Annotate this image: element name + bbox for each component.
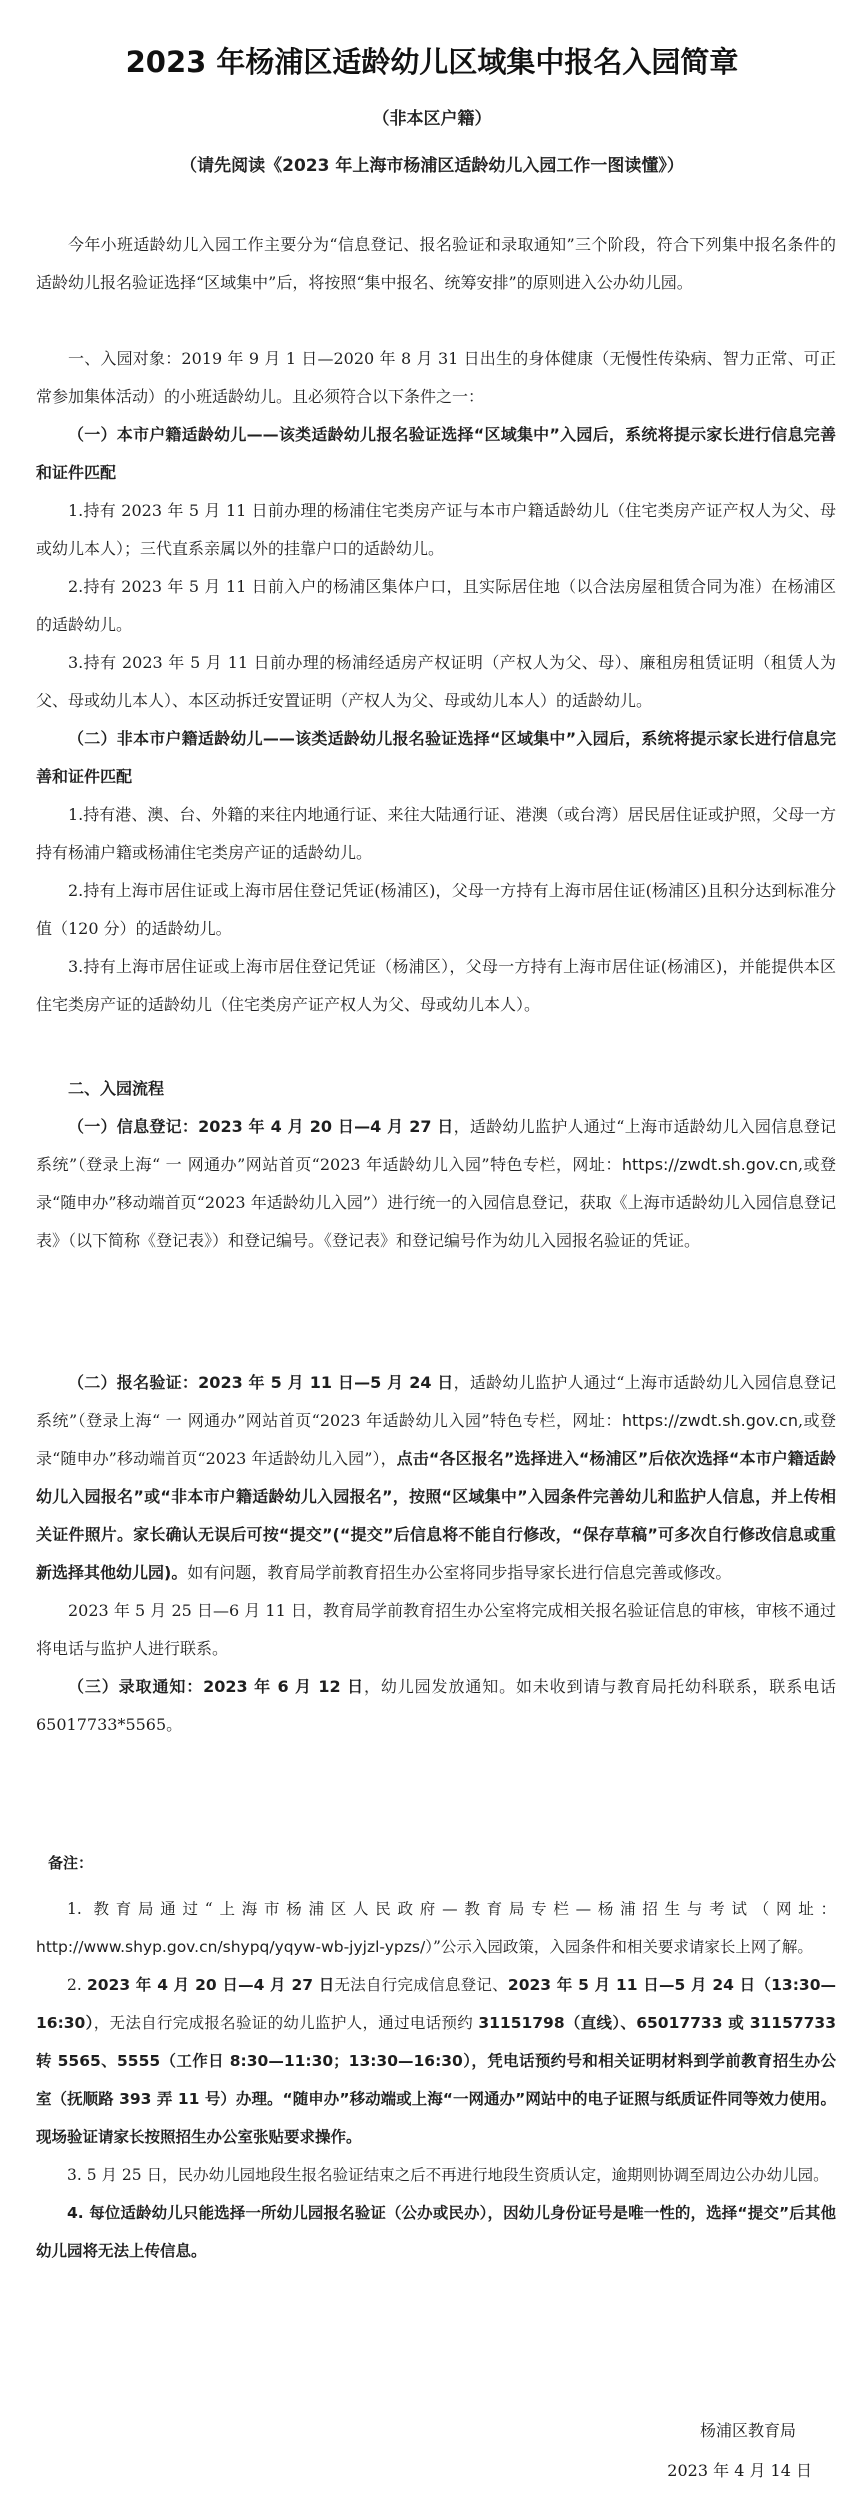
issuing-organization: 杨浦区教育局 [699,2421,796,2440]
sub2-item-3: 3.持有上海市居住证或上海市居住登记凭证（杨浦区），父母一方持有上海市居住证(杨浦区)，并能提供本区住宅类房产证的适龄幼儿（住宅类房产证产权人为父、母或幼儿本人）。 [36,957,836,1014]
section1-sub1-title: （一）本市户籍适龄幼儿——该类适龄幼儿报名验证选择“区域集中”入园后，系统将提示家长进行信息完善和证件匹配 [36,425,836,482]
section2-heading: 二、入园流程 [68,1079,165,1098]
sub2-item-1: 1.持有港、澳、台、外籍的来往内地通行证、来往大陆通行证、港澳（或台湾）居民居住证或护照，父母一方持有杨浦户籍或杨浦住宅类房产证的适龄幼儿。 [36,805,836,862]
review-period-text: 2023 年 5 月 25 日—6 月 11 日，教育局学前教育招生办公室将完成相关报名验证信息的审核，审核不通过将电话与监护人进行联系。 [36,1601,836,1658]
remarks-label: 备注： [48,1854,94,1872]
page-title: 2023 年杨浦区适龄幼儿区域集中报名入园简章 [125,45,739,79]
section-enrollment-process [36,1070,836,1260]
step2-url-link[interactable]: https://zwdt.sh.gov.cn [621,1411,798,1430]
section1-heading: 一、入园对象：2019 年 9 月 1 日—2020 年 8 月 31 日出生的身体健康（无慢性传染病、智力正常、可正常参加集体活动）的小班适龄幼儿。且必须符合以下条件之一： [36,349,836,406]
step-registration-verification: （二）报名验证：2023 年 5 月 11 日—5 月 24 日，适龄幼儿监护人通过“上海市适龄幼儿入园信息登记系统”（登录上海“ 一 网通办”网站首页“2023 年适龄幼儿入园”特色专栏，网址：https://zwdt.sh.gov.cn,或登录“随申办”移动端首页“2023 年适龄幼儿入园”），点击“各区报名”选择进入“杨浦区”后依次选择“本市户籍适龄幼儿入园报名”或“非本市户籍适龄幼儿入园报名”，按照“区域集中”入园条件完善幼儿和监护人信息，并上传相关证件照片。家长确认无误后可按“提交”(“提交”后信息将不能自行修改，“保存草稿”可多次自行修改信息或重新选择其他幼儿园)。如有问题，教育局学前教育招生办公室将同步指导家长进行信息完善或修改。 2023 年 5 月 25 日—6 月 11 日，教育局学前教育招生办公室将完成相关报名验证信息的审核，审核不通过将电话与监护人进行联系。 （三）录取通知：2023 年 6 月 12 日，幼儿园发放通知。如未收到请与教育局托幼科联系，联系电话 65017733*5565。 [36,1364,836,1744]
read-first-note: （请先阅读《2023 年上海市杨浦区适龄幼儿入园工作一图读懂》） [180,156,684,176]
remark-3: 3. 5 月 25 日，民办幼儿园地段生报名验证结束之后不再进行地段生资质认定，逾期则协调至周边公办幼儿园。 [67,2166,829,2184]
sub2-item-2: 2.持有上海市居住证或上海市居住登记凭证(杨浦区)，父母一方持有上海市居住证(杨浦区)且积分达到标准分值（120 分）的适龄幼儿。 [36,881,836,938]
remarks-list [36,1890,836,2270]
remark-2: 2. 2023 年 4 月 20 日—4 月 27 日无法自行完成信息登记、2023 年 5 月 11 日—5 月 24 日（13:30—16:30），无法自行完成报名验证的幼儿监护人，通过电话预约 31151798（直线）、65017733 或 31157733 转 5565、5555（工作日 8:30—11:30；13:30—16:30），凭电话预约号和相关证明材料到学前教育招生办公室（抚顺路 393 弄 11 号）办理。“随申办”移动端或上海“一网通办”网站中的电子证照与纸质证件同等效力使用。现场验证请家长按照招生办公室张贴要求操作。 [36,1976,836,2146]
step-info-registration: （一）信息登记：2023 年 4 月 20 日—4 月 27 日，适龄幼儿监护人通过“上海市适龄幼儿入园信息登记系统”（登录上海“ 一 网通办”网站首页“2023 年适龄幼儿入园”特色专栏，网址：https://zwdt.sh.gov.cn,或登录“随申办”移动端首页“2023 年适龄幼儿入园”）进行统一的入园信息登记，获取《上海市适龄幼儿入园信息登记表》（以下简称《登记表》）和登记编号。《登记表》和登记编号作为幼儿入园报名验证的凭证。 [36,1117,836,1250]
sub1-item-3: 3.持有 2023 年 5 月 11 日前办理的杨浦经适房产权证明（产权人为父、母）、廉租房租赁证明（租赁人为父、母或幼儿本人）、本区动拆迁安置证明（产权人为父、母或幼儿本人）的适龄幼儿。 [36,653,836,710]
remark-url-link[interactable]: http://www.shyp.gov.cn/shypq/yqyw-wb-jyjzl-ypzs/ [36,1938,426,1956]
issue-date: 2023 年 4 月 14 日 [667,2461,812,2480]
remark-4: 4. 每位适龄幼儿只能选择一所幼儿园报名验证（公办或民办），因幼儿身份证号是唯一性的，选择“提交”后其他幼儿园将无法上传信息。 [36,2204,836,2260]
sub1-item-2: 2.持有 2023 年 5 月 11 日前入户的杨浦区集体户口，且实际居住地（以合法房屋租赁合同为准）在杨浦区的适龄幼儿。 [36,577,836,634]
section-enrollment-targets [36,340,836,1024]
page-subtitle: （非本区户籍） [372,109,492,129]
step-admission-notice: （三）录取通知：2023 年 6 月 12 日，幼儿园发放通知。如未收到请与教育局托幼科联系，联系电话 65017733*5565。 [36,1677,836,1734]
intro-paragraph: 今年小班适龄幼儿入园工作主要分为“信息登记、报名验证和录取通知”三个阶段，符合下列集中报名条件的适龄幼儿报名验证选择“区域集中”后，将按照“集中报名、统筹安排”的原则进入公办幼儿园。 [36,235,836,292]
remark-1: 1. 教育局通过“上海市杨浦区人民政府—教育局专栏—杨浦招生与考试（网址：http://www.shyp.gov.cn/shypq/yqyw-wb-jyjzl-ypzs/）”公示入园政策，入园条件和相关要求请家长上网了解。 [36,1900,836,1956]
sub1-item-1: 1.持有 2023 年 5 月 11 日前办理的杨浦住宅类房产证与本市户籍适龄幼儿（住宅类房产证产权人为父、母或幼儿本人）；三代直系亲属以外的挂靠户口的适龄幼儿。 [36,501,836,558]
step1-url-link[interactable]: https://zwdt.sh.gov.cn [621,1155,798,1174]
section1-sub2-title: （二）非本市户籍适龄幼儿——该类适龄幼儿报名验证选择“区域集中”入园后，系统将提示家长进行信息完善和证件匹配 [36,729,836,786]
